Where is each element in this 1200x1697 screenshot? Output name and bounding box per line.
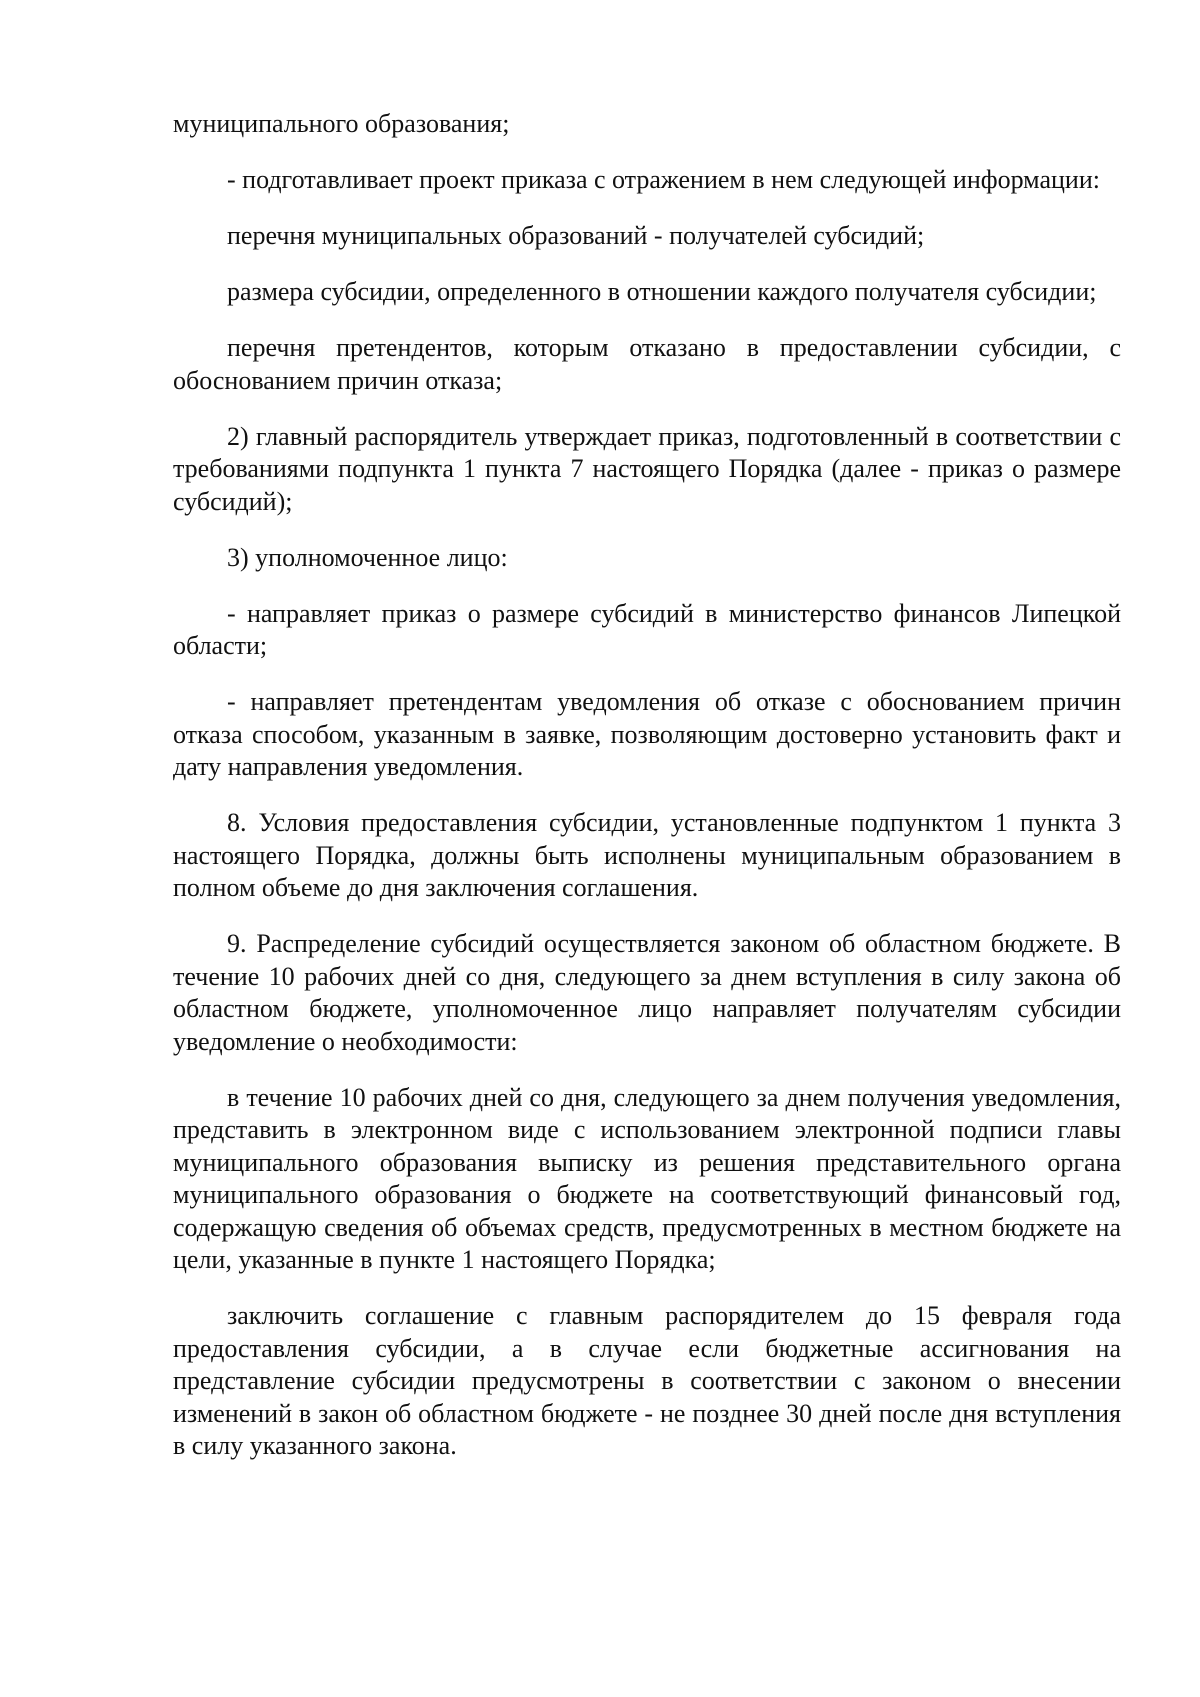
paragraph-submit-extract: в течение 10 рабочих дней со дня, следующего за днем получения уведомления, представить в электронном виде с использованием электронной подписи главы муниципального образования выписку из решения представительного органа муниципального образования о бюджете на соответствующий финансовый год, содержащую сведения об объемах средств, предусмотренных в местном бюджете на цели, указанные в пункте 1 настоящего Порядка;: [173, 1082, 1121, 1274]
paragraph-send-notifications: - направляет претендентам уведомления об отказе с обоснованием причин отказа способом, указанным в заявке, позволяющим достоверно установить факт и дату направления уведомления.: [173, 687, 1121, 781]
paragraph-list-municipalities: перечня муниципальных образований - получателей субсидий;: [227, 221, 925, 250]
paragraph-clause-8: 8. Условия предоставления субсидии, установленные подпунктом 1 пункта 3 настоящего Порядка, должны быть исполнены муниципальным образованием в полном объеме до дня заключения соглашения.: [173, 808, 1121, 902]
paragraph-clause-9: 9. Распределение субсидий осуществляется законом об областном бюджете. В течение 10 рабочих дней со дня, следующего за днем вступления в силу закона об областном бюджете, уполномоченное лицо направляет получателям субсидии уведомление о необходимости:: [173, 929, 1121, 1056]
paragraph-send-order: - направляет приказ о размере субсидий в министерство финансов Липецкой области;: [173, 598, 1121, 660]
document-page: [173, 108, 1121, 1486]
paragraph-continuation: муниципального образования;: [173, 109, 510, 138]
paragraph-item-2: 2) главный распорядитель утверждает приказ, подготовленный в соответствии с требованиями подпункта 1 пункта 7 настоящего Порядка (далее - приказ о размере субсидий);: [173, 421, 1121, 516]
paragraph-item-3: 3) уполномоченное лицо:: [227, 542, 508, 572]
paragraph-subsidy-size: размера субсидии, определенного в отношении каждого получателя субсидии;: [227, 277, 1097, 306]
paragraph-rejected-applicants: перечня претендентов, которым отказано в предоставлении субсидии, с обоснованием причин отказа;: [173, 333, 1121, 395]
paragraph-prepare-order: - подготавливает проект приказа с отражением в нем следующей информации:: [227, 165, 1100, 194]
paragraph-conclude-agreement: заключить соглашение с главным распорядителем до 15 февраля года предоставления субсидии, а в случае если бюджетные ассигнования на представление субсидии предусмотрены в соответствии с законом о внесении изменений в закон об областном бюджете - не позднее 30 дней после дня вступления в силу указанного закона.: [173, 1301, 1121, 1460]
